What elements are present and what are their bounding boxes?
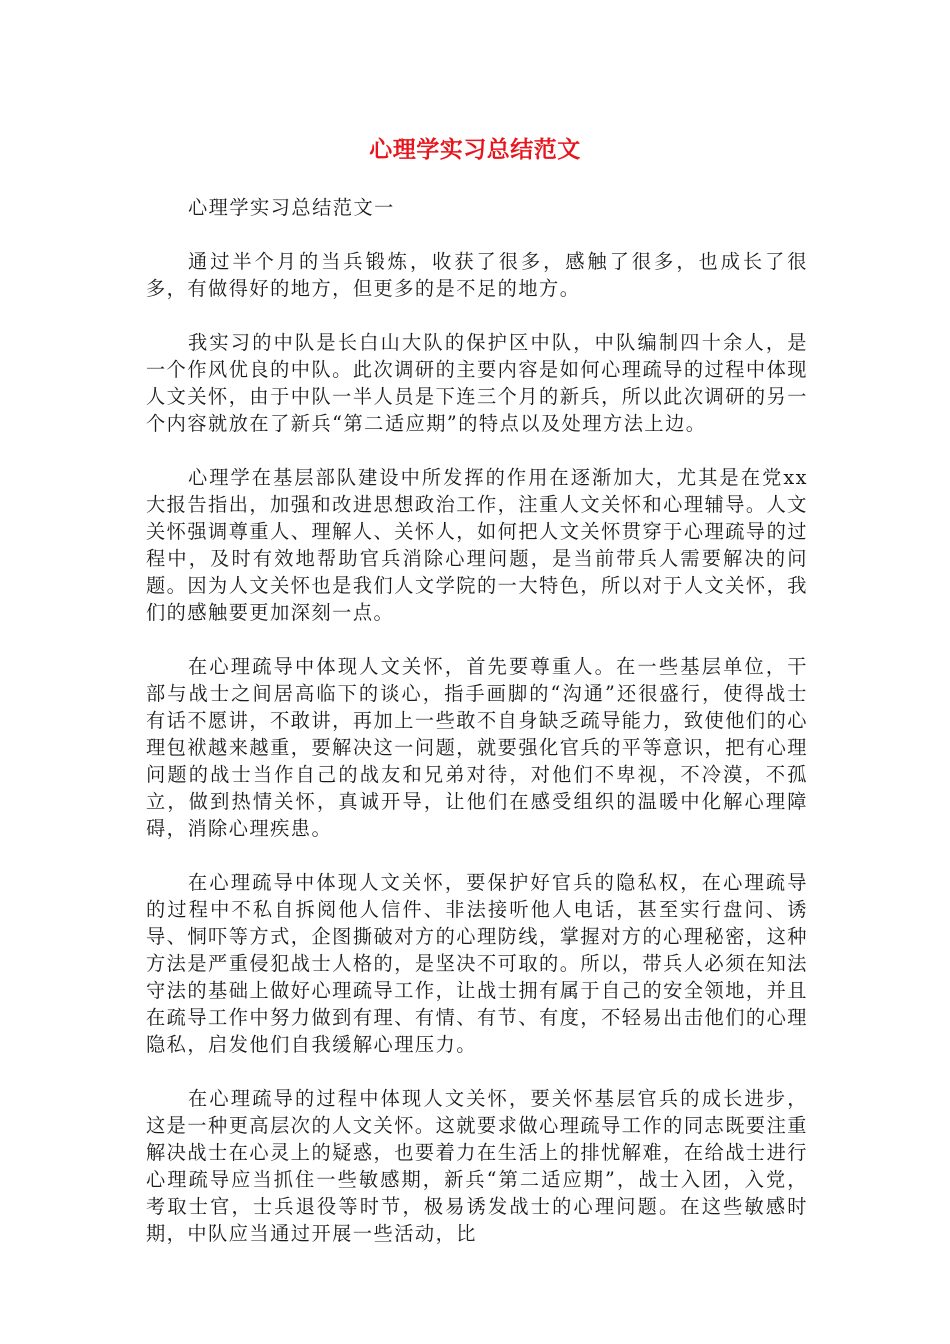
paragraph-2: 我实习的中队是长白山大队的保护区中队，中队编制四十余人，是一个作风优良的中队。此次调研的主要内容是如何心理疏导的过程中体现人文关怀，由于中队一半人员是下连三个月的新兵，所以此次调研的另一个内容就放在了新兵“第二适应期”的特点以及处理方法上边。 (146, 331, 808, 435)
paragraph-4: 在心理疏导中体现人文关怀，首先要尊重人。在一些基层单位，干部与战士之间居高临下的谈心，指手画脚的“沟通”还很盛行，使得战士有话不愿讲，不敢讲，再加上一些敢不自身缺乏疏导能力，致使他们的心理包袱越来越重，要解决这一问题，就要强化官兵的平等意识，把有心理问题的战士当作自己的战友和兄弟对待，对他们不卑视，不冷漠，不孤立，做到热情关怀，真诚开导，让他们在感受组织的温暖中化解心理障碍，消除心理疾患。 (146, 655, 808, 840)
paragraph-1: 通过半个月的当兵锻炼，收获了很多，感触了很多，也成长了很多，有做得好的地方，但更多的是不足的地方。 (146, 250, 808, 300)
paragraph-3: 心理学在基层部队建设中所发挥的作用在逐渐加大，尤其是在党xx大报告指出，加强和改进思想政治工作，注重人文关怀和心理辅导。人文关怀强调尊重人、理解人、关怀人，如何把人文关怀贯穿于心理疏导的过程中，及时有效地帮助官兵消除心理问题，是当前带兵人需要解决的问题。因为人文关怀也是我们人文学院的一大特色，所以对于人文关怀，我们的感触要更加深刻一点。 (146, 466, 808, 624)
document-body (146, 194, 808, 1274)
paragraph-6: 在心理疏导的过程中体现人文关怀，要关怀基层官兵的成长进步，这是一种更高层次的人文关怀。这就要求做心理疏导工作的同志既要注重解决战士在心灵上的疑惑，也要着力在生活上的排忧解难，在给战士进行心理疏导应当抓住一些敏感期，新兵“第二适应期”，战士入团，入党，考取士官，士兵退役等时节，极易诱发战士的心理问题。在这些敏感时期，中队应当通过开展一些活动，比 (146, 1087, 808, 1245)
section-heading: 心理学实习总结范文一 (188, 196, 395, 219)
document-title: 心理学实习总结范文 (369, 137, 581, 163)
paragraph-5: 在心理疏导中体现人文关怀，要保护好官兵的隐私权，在心理疏导的过程中不私自拆阅他人信件、非法接听他人电话，甚至实行盘问、诱导、恫吓等方式，企图撕破对方的心理防线，掌握对方的心理秘密，这种方法是严重侵犯战士人格的，是坚决不可取的。所以，带兵人必须在知法守法的基础上做好心理疏导工作，让战士拥有属于自己的安全领地，并且在疏导工作中努力做到有理、有情、有节、有度，不轻易出击他们的心理隐私，启发他们自我缓解心理压力。 (146, 871, 808, 1056)
